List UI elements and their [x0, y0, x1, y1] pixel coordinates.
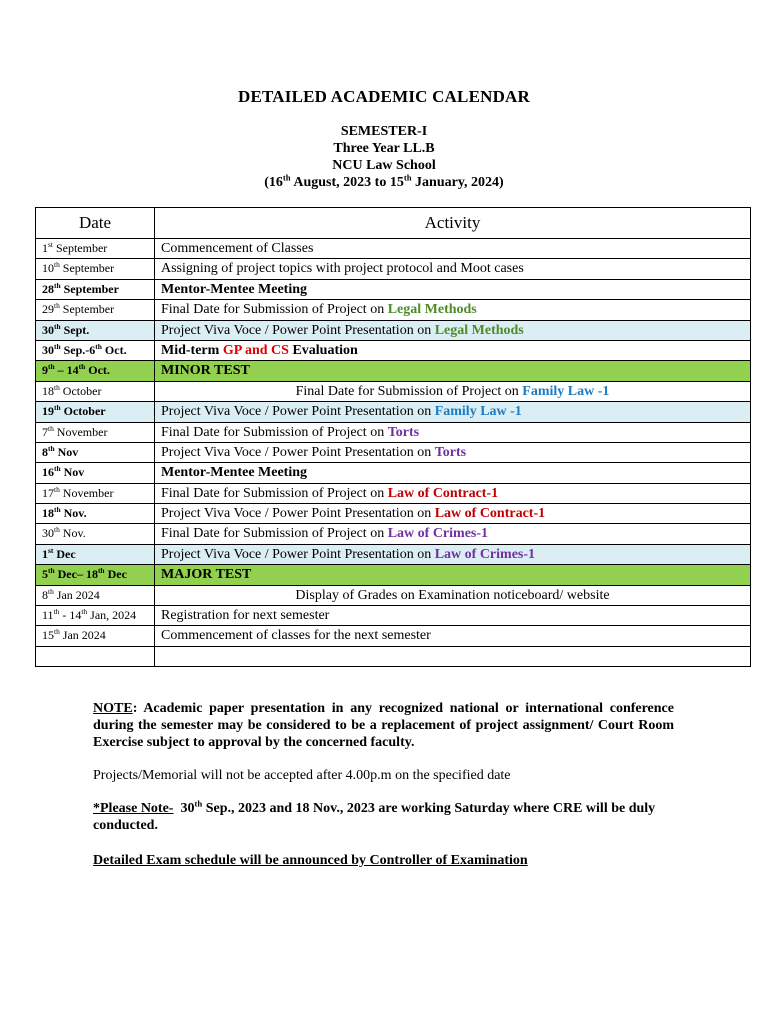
table-row [36, 544, 751, 564]
calendar-table [35, 207, 751, 667]
table-row [36, 340, 751, 360]
subject-highlight: GP and CS [222, 342, 289, 358]
table-row [36, 442, 751, 462]
note-paragraph: NOTE: Academic paper presentation in any recognized national or international conference during the semester may be considered to be a replacement of project assignment/ Court Room Exercise subject to approval by the concerned faculty. [93, 701, 674, 750]
date-cell: 18th October [36, 381, 155, 401]
activity-cell: Registration for next semester [155, 606, 751, 626]
table-row [36, 239, 751, 259]
empty-row [36, 646, 751, 666]
table-row [36, 320, 751, 340]
activity-column-header: Activity [155, 208, 751, 239]
activity-cell: Project Viva Voce / Power Point Presentation on Torts [155, 442, 751, 462]
date-cell: 29th September [36, 300, 155, 320]
date-cell: 18th Nov. [36, 504, 155, 524]
date-cell: 9th – 14th Oct. [36, 361, 155, 381]
table-header-row [36, 208, 751, 239]
date-cell: 5th Dec– 18th Dec [36, 565, 155, 585]
date-cell [36, 646, 155, 666]
date-cell: 8th Jan 2024 [36, 585, 155, 605]
subject-highlight: Law of Contract-1 [387, 485, 499, 501]
date-cell: 17th November [36, 483, 155, 503]
table-row [36, 422, 751, 442]
table-row [36, 361, 751, 381]
activity-cell: Final Date for Submission of Project on Torts [155, 422, 751, 442]
activity-cell: Final Date for Submission of Project on Family Law -1 [155, 381, 751, 401]
activity-cell: MAJOR TEST [155, 565, 751, 585]
activity-cell: Assigning of project topics with project protocol and Moot cases [155, 259, 751, 279]
date-cell: 16th Nov [36, 463, 155, 483]
date-range: (16th August, 2023 to 15th January, 2024) [264, 172, 504, 190]
subject-highlight: Legal Methods [434, 322, 524, 338]
activity-cell: MINOR TEST [155, 361, 751, 381]
date-cell: 30th Sept. [36, 320, 155, 340]
subject-highlight: Family Law -1 [522, 383, 610, 399]
subject-highlight: Law of Crimes-1 [387, 526, 489, 542]
table-row [36, 524, 751, 544]
date-cell: 1st Dec [36, 544, 155, 564]
activity-cell [155, 646, 751, 666]
date-cell: 28th September [36, 279, 155, 299]
activity-cell: Project Viva Voce / Power Point Presentation on Law of Crimes-1 [155, 544, 751, 564]
table-row [36, 626, 751, 646]
table-row [36, 463, 751, 483]
table-row [36, 565, 751, 585]
school-label: NCU Law School [332, 158, 436, 173]
table-row [36, 381, 751, 401]
date-column-header: Date [36, 208, 155, 239]
working-saturday-note: *Please Note- 30th Sep., 2023 and 18 Nov., 2023 are working Saturday where CRE will be duly conducted. [93, 798, 656, 833]
subject-highlight: Law of Contract-1 [434, 506, 546, 522]
date-cell: 8th Nov [36, 442, 155, 462]
date-cell: 30th Sep.-6th Oct. [36, 340, 155, 360]
subject-highlight: Torts [434, 444, 467, 460]
activity-cell: Project Viva Voce / Power Point Presentation on Legal Methods [155, 320, 751, 340]
subject-highlight: Law of Crimes-1 [434, 546, 536, 562]
subject-highlight: Legal Methods [387, 302, 477, 318]
activity-cell: Final Date for Submission of Project on Law of Crimes-1 [155, 524, 751, 544]
date-cell: 1st September [36, 239, 155, 259]
activity-cell: Commencement of classes for the next semester [155, 626, 751, 646]
subject-highlight: Torts [387, 424, 420, 440]
semester-label: SEMESTER-I [340, 124, 428, 139]
activity-cell: Final Date for Submission of Project on Legal Methods [155, 300, 751, 320]
date-cell: 11th - 14th Jan, 2024 [36, 606, 155, 626]
table-row [36, 259, 751, 279]
date-cell: 7th November [36, 422, 155, 442]
activity-cell: Mid-term GP and CS Evaluation [155, 340, 751, 360]
table-row [36, 606, 751, 626]
program-label: Three Year LL.B [333, 141, 435, 156]
projects-deadline-note: Projects/Memorial will not be accepted after 4.00p.m on the specified date [93, 768, 511, 783]
table-row [36, 300, 751, 320]
table-row [36, 585, 751, 605]
table-row [36, 402, 751, 422]
table-row [36, 483, 751, 503]
activity-cell: Project Viva Voce / Power Point Presentation on Family Law -1 [155, 402, 751, 422]
activity-cell: Commencement of Classes [155, 239, 751, 259]
activity-cell: Mentor-Mentee Meeting [155, 463, 751, 483]
exam-schedule-note: Detailed Exam schedule will be announced by Controller of Examination [93, 853, 528, 868]
activity-cell: Display of Grades on Examination noticeboard/ website [155, 585, 751, 605]
activity-cell: Project Viva Voce / Power Point Presentation on Law of Contract-1 [155, 504, 751, 524]
date-cell: 10th September [36, 259, 155, 279]
page-title: DETAILED ACADEMIC CALENDAR [237, 87, 531, 106]
date-cell: 15th Jan 2024 [36, 626, 155, 646]
activity-cell: Mentor-Mentee Meeting [155, 279, 751, 299]
date-cell: 30th Nov. [36, 524, 155, 544]
table-row [36, 279, 751, 299]
activity-cell: Final Date for Submission of Project on Law of Contract-1 [155, 483, 751, 503]
table-row [36, 504, 751, 524]
subject-highlight: Family Law -1 [434, 404, 522, 420]
date-cell: 19th October [36, 402, 155, 422]
